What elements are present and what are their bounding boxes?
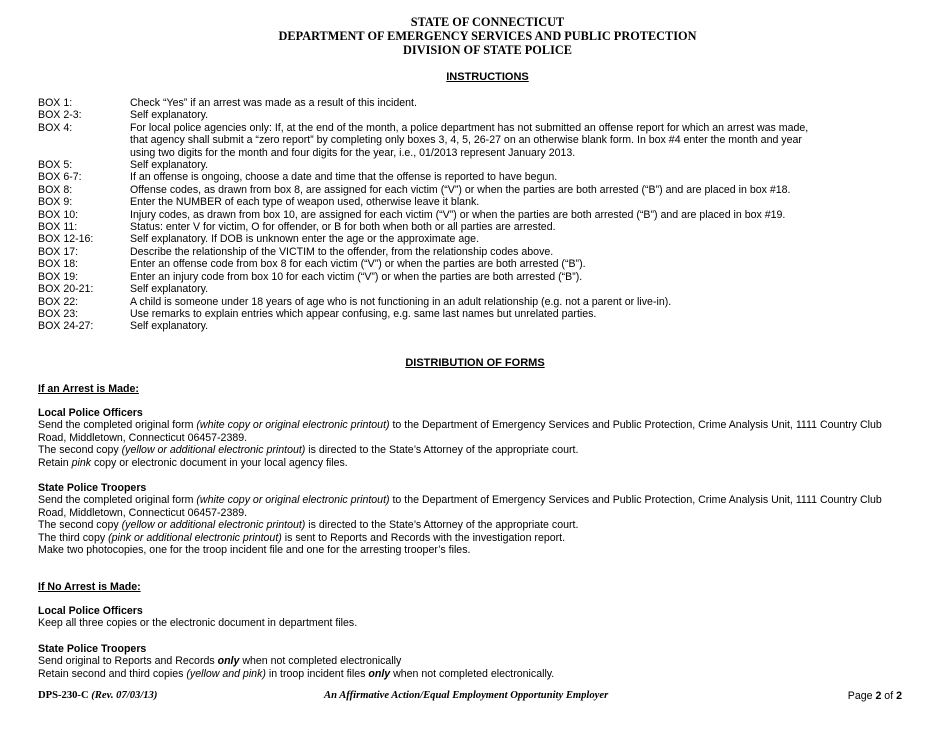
box-text: Offense codes, as drawn from box 8, are assigned for each victim (“V”) or when the parties are both arrested (“B”) and are placed in box #18. — [130, 183, 791, 196]
box-label: BOX 24-27: — [38, 320, 94, 333]
header-department: DEPARTMENT OF EMERGENCY SERVICES AND PUBLIC PROTECTION — [278, 29, 697, 43]
arrest-local-line3: Retain pink copy or electronic document in your local agency files. — [38, 456, 348, 469]
box-label: BOX 18: — [38, 258, 79, 271]
arrest-local-block — [38, 407, 908, 469]
box-text: Describe the relationship of the VICTIM to the offender, from the relationship codes above. — [130, 245, 554, 258]
instruction-row — [38, 283, 828, 295]
box-label: BOX 22: — [38, 295, 79, 308]
arrest-state-line4: Make two photocopies, one for the troop incident file and one for the arresting trooper’s files. — [38, 544, 471, 557]
box-label: BOX 19: — [38, 270, 79, 283]
eeo-statement: An Affirmative Action/Equal Employment Opportunity Employer — [324, 690, 609, 701]
arrest-state-line1: Send the completed original form (white copy or original electronic printout) to the Department of Emergency Services and Public Protection, Crime Analysis Unit, 1111 Country Club Road, Middletown, Connecticut 06457-2389. — [38, 494, 882, 519]
box-label: BOX 2-3: — [38, 109, 82, 122]
header-division: DIVISION OF STATE POLICE — [403, 43, 572, 57]
no-arrest-state-line2: Retain second and third copies (yellow and pink) in troop incident files only when not completed electronically. — [38, 667, 555, 680]
box-text: Status: enter V for victim, O for offender, or B for both when both or all parties are arrested. — [130, 221, 556, 234]
arrest-local-heading: Local Police Officers — [38, 407, 143, 419]
box-text: Injury codes, as drawn from box 10, are assigned for each victim (“V”) or when the parties are both arrested (“B”) and are placed in box #19. — [130, 208, 786, 221]
no-arrest-state-line1: Send original to Reports and Records only when not completed electronically — [38, 655, 402, 668]
instruction-row — [38, 109, 828, 121]
form-id: DPS-230-C (Rev. 07/03/13) — [38, 690, 158, 701]
no-arrest-local-block — [38, 605, 908, 630]
box-text: Check “Yes” if an arrest was made as a result of this incident. — [130, 97, 417, 109]
box-text: Enter an offense code from box 8 for each victim (“V”) or when the parties are both arrested (“B”). — [130, 258, 586, 271]
instruction-row — [38, 122, 828, 159]
document-footer — [38, 690, 902, 704]
box-label: BOX 1: — [38, 97, 73, 109]
box-label: BOX 4: — [38, 121, 73, 134]
arrest-state-block — [38, 482, 908, 556]
box-label: BOX 11: — [38, 221, 78, 234]
box-label: BOX 12-16: — [38, 233, 94, 246]
box-label: BOX 23: — [38, 307, 79, 320]
document-header — [0, 15, 950, 57]
arrest-heading: If an Arrest is Made: — [38, 383, 139, 395]
instruction-row — [38, 159, 828, 171]
box-text: Self explanatory. — [130, 109, 209, 122]
no-arrest-heading-block — [38, 581, 908, 593]
instructions-list — [38, 97, 828, 333]
instruction-row — [38, 308, 828, 320]
instruction-row — [38, 196, 828, 208]
box-text: Self explanatory. If DOB is unknown enter the age or the approximate age. — [130, 233, 480, 246]
no-arrest-local-line1: Keep all three copies or the electronic document in department files. — [38, 617, 358, 630]
distribution-title: DISTRIBUTION OF FORMS — [405, 357, 545, 369]
box-text: Enter an injury code from box 10 for each victim (“V”) or when the parties are both arrested (“B”). — [130, 270, 583, 283]
box-label: BOX 9: — [38, 196, 73, 209]
arrest-local-line1: Send the completed original form (white copy or original electronic printout) to the Department of Emergency Services and Public Protection, Crime Analysis Unit, 1111 Country Club Road, Middletown, Connecticut 06457-2389. — [38, 419, 882, 444]
box-text: Use remarks to explain entries which appear confusing, e.g. same last names but unrelated parties. — [130, 307, 597, 320]
box-label: BOX 5: — [38, 159, 73, 172]
no-arrest-state-heading: State Police Troopers — [38, 643, 147, 655]
instruction-row — [38, 320, 828, 332]
arrest-state-line3: The third copy (pink or additional electronic printout) is sent to Reports and Records with the investigation report. — [38, 531, 566, 544]
box-label: BOX 10: — [38, 208, 79, 221]
instruction-row — [38, 171, 828, 183]
no-arrest-state-block — [38, 643, 908, 680]
instruction-row — [38, 184, 828, 196]
header-state: STATE OF CONNECTICUT — [410, 15, 565, 29]
instruction-row — [38, 258, 828, 270]
box-label: BOX 8: — [38, 183, 73, 196]
no-arrest-heading: If No Arrest is Made: — [38, 581, 141, 593]
instruction-row — [38, 233, 828, 245]
instruction-row — [38, 296, 828, 308]
box-text: If an offense is ongoing, choose a date and time that the offense is reported to have begun. — [130, 171, 558, 184]
box-text: A child is someone under 18 years of age who is not functioning in an adult relationship (e.g. not a parent or live-in). — [130, 295, 672, 308]
arrest-state-heading: State Police Troopers — [38, 482, 147, 494]
instruction-row — [38, 221, 828, 233]
box-label: BOX 20-21: — [38, 283, 94, 296]
box-label: BOX 6-7: — [38, 171, 82, 184]
arrest-local-line2: The second copy (yellow or additional electronic printout) is directed to the State’s Attorney of the appropriate court. — [38, 444, 579, 457]
arrest-heading-block — [38, 383, 908, 395]
page-number: Page 2 of 2 — [847, 690, 902, 702]
no-arrest-local-heading: Local Police Officers — [38, 605, 143, 617]
instruction-row — [38, 271, 828, 283]
box-text: Self explanatory. — [130, 159, 209, 172]
instruction-row — [38, 97, 828, 109]
instructions-title: INSTRUCTIONS — [446, 71, 529, 83]
instruction-row — [38, 209, 828, 221]
arrest-state-line2: The second copy (yellow or additional electronic printout) is directed to the State’s Attorney of the appropriate court. — [38, 519, 579, 532]
box-text: Self explanatory. — [130, 320, 209, 333]
box-text: Enter the NUMBER of each type of weapon used, otherwise leave it blank. — [130, 196, 480, 209]
box-text: Self explanatory. — [130, 283, 209, 296]
box-text: For local police agencies only: If, at the end of the month, a police department has not submitted an offense report for which an arrest was made, that agency shall submit a “zero report” by completing only boxes 3, 4, 5, 26-27 on an otherwise blank form. In box #4 enter the month and year using two digits for the month and four digits for the year, i.e., 01/2013 represent January 2013. — [130, 121, 809, 159]
instruction-row — [38, 246, 828, 258]
box-label: BOX 17: — [38, 245, 79, 258]
